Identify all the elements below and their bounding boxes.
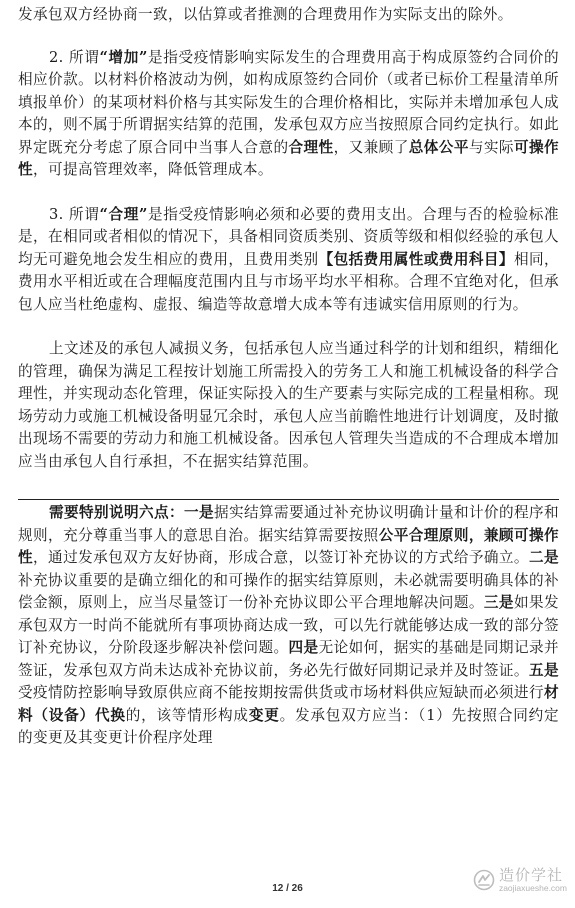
text-run: ，通过发承包双方友好协商，形成合意，以签订补充协议的方式给予确立。 [33, 549, 529, 566]
bold-point-two: 二是 [528, 549, 559, 566]
watermark [473, 868, 567, 893]
text-run: 是指受疫情影响实际发生的合理费用高于构成原签约合同价的相应价款。以材料价格波动为例，如构成原签约合同价（或者已标价工程量清单所填报单价）的某项材料价格与其实际发生的合理价格相比，实际并未增加承包人成本的，则不属于所谓据实结算的范围，发承包双方应当按照原合同约定执行。如此界定既充分考虑了原合同中当事人合意的 [18, 48, 559, 156]
text-run: 是指受疫情影响必须和必要的费用支出。合理与否的检验标准是，在相同或者相似的情况下，具备相同资质类别、资质等级和相似经验的承包人均无可避免地会发生相应的费用，且费用类别 [18, 205, 559, 268]
paragraph-six-notes [18, 502, 559, 750]
bold-term-reasonable: “合理” [99, 205, 148, 223]
text-run: 发承包双方经协商一致，以估算或者推测的合理费用作为实际支出的除外。 [18, 6, 513, 23]
text-run: 受疫情防控影响导致原供应商不能按期按需供货或市场材料供应短缺而必须进行 [18, 684, 544, 701]
text-run: 上文述及的承包人减损义务，包括承包人应当通过科学的计划和组织，精细化的管理，确保为满足工程按计划施工所需投入的劳务工人和施工机械设备的科学合理性，并实现动态化管理，保证实际投入的生产要素与实际完成的工程量相称。现场劳动力或施工机械设备明显冗余时，承包人应当前瞻性地进行计划调度，及时撤出现场不需要的劳动力和施工机械设备。因承包人管理失当造成的不合理成本增加应当由承包人自行承担，不在据实结算范围。 [18, 340, 559, 470]
bold-point-one: 一是 [184, 504, 214, 521]
paragraph-gap [18, 316, 559, 338]
text-run: 据实结算需要通过补充协议明确计量和计价的程序和规则，充分尊重当事人的意思自治。据实结算需要按照 [18, 504, 559, 544]
paragraph-mitigation-duty [18, 338, 559, 473]
bold-term-rationality: 合理性 [288, 138, 334, 156]
watermark-url: zaojiaxueshe.com [498, 882, 567, 893]
bold-point-three: 三是 [483, 594, 514, 611]
text-run: 3. 所谓 [49, 205, 100, 223]
watermark-logo-icon [473, 869, 495, 891]
text-run: 2. 所谓 [49, 48, 100, 66]
paragraph-gap [18, 473, 559, 499]
bold-term-operability: 可操作性 [18, 138, 560, 178]
text-run: 无论如何，据实的基础是同期记录并签证，发承包双方尚未达成补充协议前，务必先行做好同期记录并及时签证。 [18, 639, 559, 679]
paragraph-continuation [18, 4, 559, 27]
text-run: 的，该等情形构成 [125, 706, 249, 724]
bold-term-increase: “增加” [99, 48, 148, 66]
text-run: ，可提高管理效率，降低管理成本。 [33, 161, 273, 178]
page-number: 12 / 26 [272, 883, 303, 894]
text-run: 。发承包双方应当：（1）先按照合同约定的变更及其变更计价程序处理 [18, 706, 559, 746]
paragraph-gap [18, 182, 559, 204]
text-run: 与实际 [468, 138, 514, 156]
bold-term-change: 变更 [248, 706, 280, 724]
watermark-brand: 造价学社 [498, 867, 563, 884]
text-run: 补充协议重要的是确立细化的和可操作的据实结算原则，未必就需要明确具体的补偿金额，原则上，应当尽量签订一份补充协议即公平合理地解决问题。 [18, 571, 559, 611]
bold-term-cost-category: 【包括费用属性或费用科目】 [318, 250, 514, 268]
text-run: 如果发承包双方一时尚不能就所有事项协商达成一致，可以先行就能够达成一致的部分签订补充协议，分阶段逐步解决补偿问题。 [18, 594, 559, 656]
bold-term-fair-principle: 公平合理原则，兼顾可操作性 [18, 526, 559, 566]
section-divider [18, 499, 559, 500]
paragraph-gap [18, 27, 559, 47]
text-run: ，又兼顾了 [333, 138, 409, 156]
bold-heading-six-notes: 需要特别说明六点： [49, 504, 184, 521]
text-run: 相同，费用水平相近或在合理幅度范围内且与市场平均水平相称。合理不宜绝对化，但承包人应当杜绝虚构、虚报、编造等故意增大成本等有违诚实信用原则的行为。 [18, 250, 560, 313]
paragraph-increase-definition [18, 47, 559, 182]
watermark-text [499, 868, 567, 893]
document-page [18, 4, 559, 750]
paragraph-reasonable-definition [18, 204, 559, 317]
bold-point-four: 四是 [288, 639, 319, 656]
bold-term-overall-fairness: 总体公平 [408, 138, 469, 156]
bold-point-five: 五是 [528, 661, 559, 679]
bold-term-material-substitution: 材料（设备）代换 [18, 684, 559, 724]
